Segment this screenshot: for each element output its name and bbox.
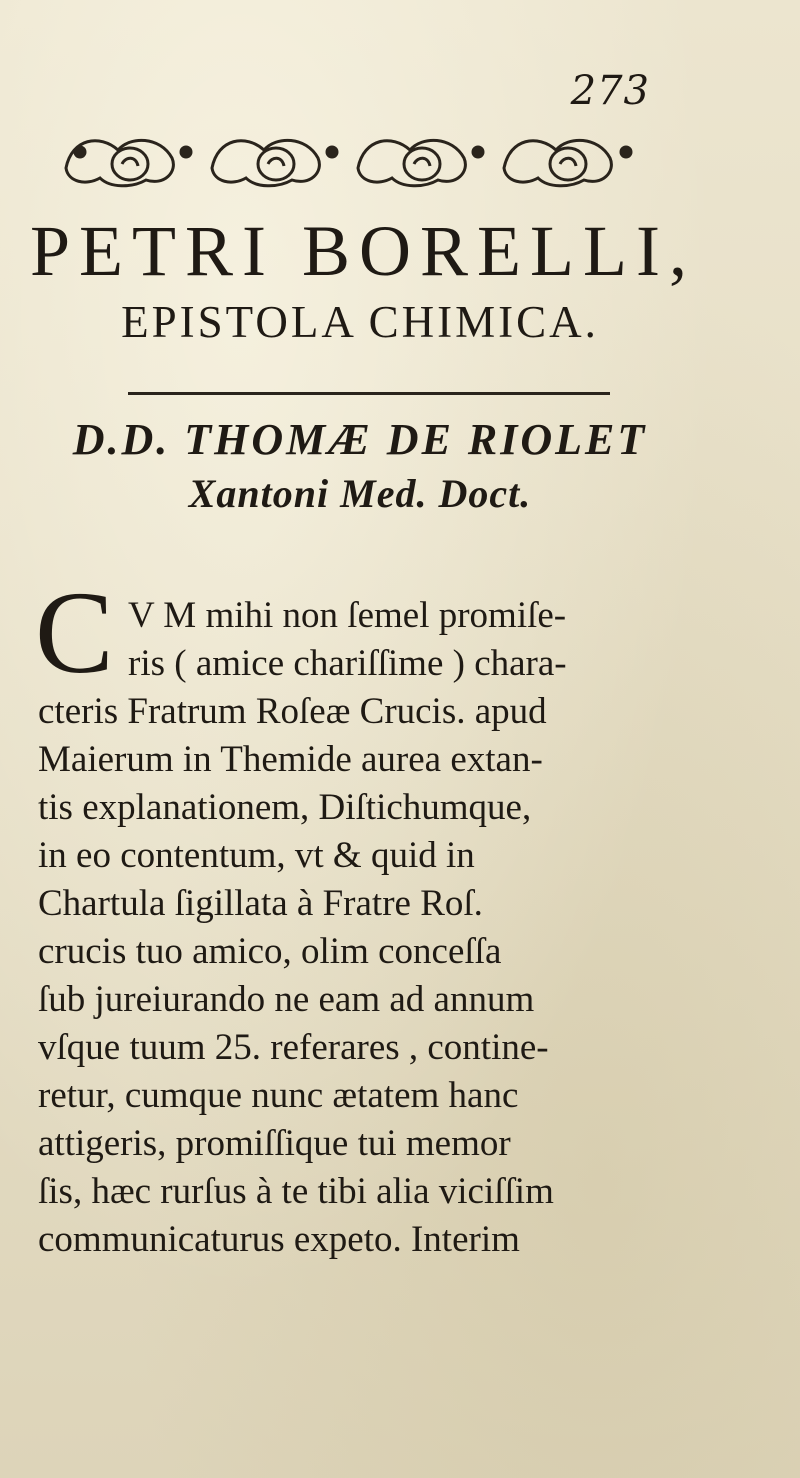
printers-flower-ornament-icon xyxy=(60,128,640,190)
work-title: EPISTOLA CHIMICA. xyxy=(121,297,599,347)
body-line: vſque tuum 25. referares , contine- xyxy=(38,1027,549,1068)
body-line: in eo contentum, vt & quid in xyxy=(38,835,475,876)
body-line: ſis, hæc rurſus à te tibi alia viciſſim xyxy=(38,1171,554,1212)
author-title: PETRI BORELLI, xyxy=(30,211,696,291)
body-line: Chartula ſigillata à Fratre Roſ. xyxy=(38,883,483,924)
body-line: V M mihi non ſemel promiſe- xyxy=(128,595,567,636)
divider-rule xyxy=(128,392,610,395)
dedication-recipient-title: Xantoni Med. Doct. xyxy=(188,471,532,516)
body-line: ris ( amice chariſſime ) chara- xyxy=(128,643,567,684)
page-number: 273 xyxy=(570,68,650,114)
body-line: communicaturus expeto. Interim xyxy=(38,1219,520,1260)
body-line: retur, cumque nunc ætatem hanc xyxy=(38,1075,519,1116)
body-line: ſub jureiurando ne eam ad annum xyxy=(38,979,535,1020)
body-line: tis explanationem, Diſtichumque, xyxy=(38,787,532,828)
body-line: attigeris, promiſſique tui memor xyxy=(38,1123,511,1164)
body-line: cteris Fratrum Roſeæ Crucis. apud xyxy=(38,691,547,732)
dedication-recipient: D.D. THOMÆ DE RIOLET xyxy=(72,415,648,464)
body-line: Maierum in Themide aurea extan- xyxy=(38,739,543,780)
drop-cap: C xyxy=(35,567,114,698)
body-line: crucis tuo amico, olim conceſſa xyxy=(38,931,502,972)
